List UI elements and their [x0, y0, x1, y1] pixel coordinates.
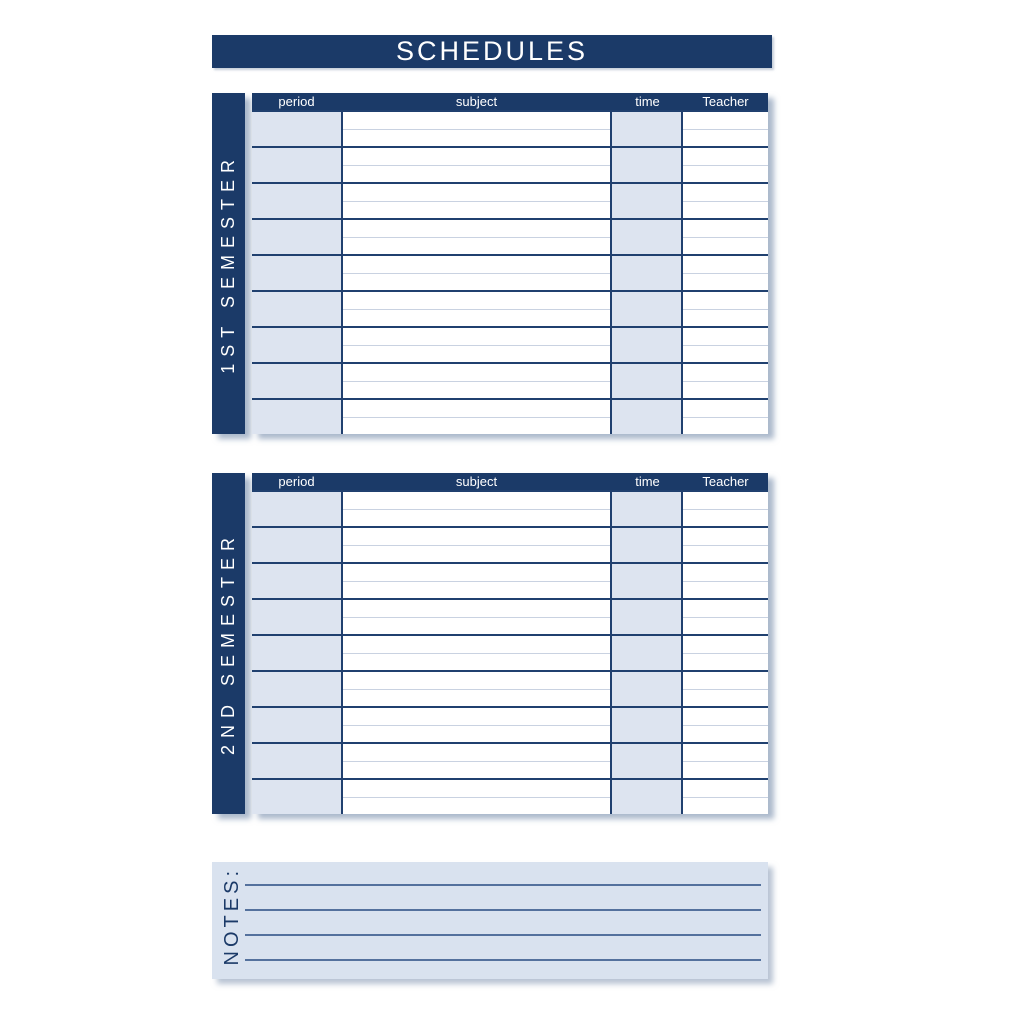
- sidebar-first-semester: [212, 93, 245, 434]
- teacher-cell: [683, 708, 768, 742]
- time-cell: [612, 744, 683, 778]
- second-semester-table: [212, 473, 768, 814]
- notes-panel: [212, 862, 768, 979]
- period-cell: [252, 492, 341, 526]
- subject-cell: [341, 400, 612, 434]
- period-cell: [252, 148, 341, 182]
- period-cell: [252, 220, 341, 254]
- time-cell: [612, 112, 683, 146]
- page-title: SCHEDULES: [212, 35, 772, 68]
- subject-cell: [341, 528, 612, 562]
- period-cell: [252, 256, 341, 290]
- schedule-row: [252, 110, 768, 146]
- column-header-period: period: [278, 94, 315, 109]
- teacher-cell: [683, 780, 768, 814]
- subject-cell: [341, 148, 612, 182]
- schedule-row: [252, 778, 768, 814]
- schedule-row: [252, 182, 768, 218]
- table-body: [252, 490, 768, 814]
- column-header-teacher: Teacher: [702, 474, 749, 489]
- teacher-cell: [683, 744, 768, 778]
- subject-cell: [341, 184, 612, 218]
- period-cell: [252, 400, 341, 434]
- time-cell: [612, 292, 683, 326]
- time-cell: [612, 600, 683, 634]
- teacher-cell: [683, 292, 768, 326]
- table-header-row: [252, 93, 768, 110]
- schedule-row: [252, 290, 768, 326]
- notes-label: NOTES:: [220, 867, 243, 966]
- subject-cell: [341, 328, 612, 362]
- schedule-row: [252, 398, 768, 434]
- subject-cell: [341, 112, 612, 146]
- subject-cell: [341, 220, 612, 254]
- period-cell: [252, 328, 341, 362]
- notes-line: [245, 886, 761, 911]
- column-header-time: time: [635, 94, 660, 109]
- subject-cell: [341, 364, 612, 398]
- period-cell: [252, 600, 341, 634]
- period-cell: [252, 744, 341, 778]
- period-cell: [252, 708, 341, 742]
- teacher-cell: [683, 184, 768, 218]
- column-header-period: period: [278, 474, 315, 489]
- column-header-teacher: Teacher: [702, 94, 749, 109]
- teacher-cell: [683, 600, 768, 634]
- subject-cell: [341, 708, 612, 742]
- sidebar-first-semester-label: 1ST SEMESTER: [218, 153, 238, 374]
- time-cell: [612, 780, 683, 814]
- column-header-time: time: [635, 474, 660, 489]
- teacher-cell: [683, 400, 768, 434]
- table-body: [252, 110, 768, 434]
- schedule-row: [252, 218, 768, 254]
- period-cell: [252, 364, 341, 398]
- notes-line: [245, 861, 761, 886]
- schedule-row: [252, 362, 768, 398]
- time-cell: [612, 220, 683, 254]
- notes-label-wrap: [217, 864, 247, 969]
- time-cell: [612, 256, 683, 290]
- subject-cell: [341, 744, 612, 778]
- table-header-row: [252, 473, 768, 490]
- teacher-cell: [683, 256, 768, 290]
- schedule-row: [252, 562, 768, 598]
- time-cell: [612, 148, 683, 182]
- schedule-row: [252, 598, 768, 634]
- first-semester-table: [212, 93, 768, 434]
- subject-cell: [341, 292, 612, 326]
- period-cell: [252, 780, 341, 814]
- teacher-cell: [683, 528, 768, 562]
- time-cell: [612, 492, 683, 526]
- period-cell: [252, 672, 341, 706]
- second-semester-grid: [252, 473, 768, 814]
- time-cell: [612, 528, 683, 562]
- teacher-cell: [683, 564, 768, 598]
- subject-cell: [341, 492, 612, 526]
- period-cell: [252, 184, 341, 218]
- teacher-cell: [683, 636, 768, 670]
- notes-line: [245, 911, 761, 936]
- notes-line: [245, 936, 761, 961]
- teacher-cell: [683, 112, 768, 146]
- schedule-row: [252, 634, 768, 670]
- schedule-row: [252, 670, 768, 706]
- column-header-subject: subject: [455, 94, 498, 109]
- teacher-cell: [683, 220, 768, 254]
- schedule-row: [252, 254, 768, 290]
- first-semester-grid: [252, 93, 768, 434]
- schedule-row: [252, 326, 768, 362]
- sidebar-second-semester-label: 2ND SEMESTER: [218, 531, 238, 756]
- schedule-row: [252, 526, 768, 562]
- teacher-cell: [683, 328, 768, 362]
- time-cell: [612, 184, 683, 218]
- time-cell: [612, 672, 683, 706]
- schedule-row: [252, 706, 768, 742]
- time-cell: [612, 364, 683, 398]
- subject-cell: [341, 672, 612, 706]
- period-cell: [252, 112, 341, 146]
- subject-cell: [341, 564, 612, 598]
- teacher-cell: [683, 672, 768, 706]
- time-cell: [612, 400, 683, 434]
- subject-cell: [341, 600, 612, 634]
- subject-cell: [341, 780, 612, 814]
- schedule-row: [252, 490, 768, 526]
- subject-cell: [341, 636, 612, 670]
- period-cell: [252, 528, 341, 562]
- teacher-cell: [683, 492, 768, 526]
- schedule-row: [252, 742, 768, 778]
- time-cell: [612, 328, 683, 362]
- time-cell: [612, 708, 683, 742]
- time-cell: [612, 636, 683, 670]
- teacher-cell: [683, 364, 768, 398]
- period-cell: [252, 292, 341, 326]
- period-cell: [252, 564, 341, 598]
- period-cell: [252, 636, 341, 670]
- notes-lines: [245, 861, 761, 961]
- time-cell: [612, 564, 683, 598]
- subject-cell: [341, 256, 612, 290]
- sidebar-second-semester: [212, 473, 245, 814]
- teacher-cell: [683, 148, 768, 182]
- schedule-row: [252, 146, 768, 182]
- column-header-subject: subject: [455, 474, 498, 489]
